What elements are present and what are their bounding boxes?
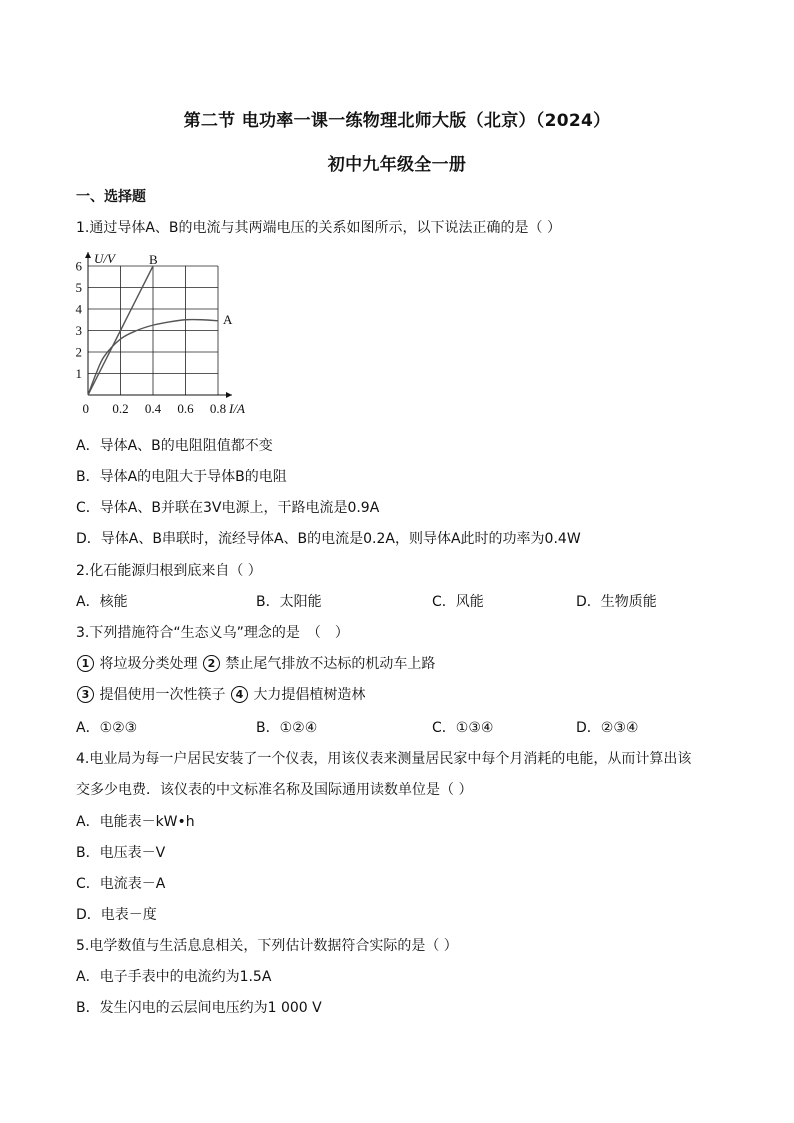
question-1-option-a: A．导体A、B的电阻阻值都不变 [76,438,273,454]
question-3-item-2: 禁止尾气排放不达标的机动车上路 [225,656,436,672]
x-tick-label: 0.6 [177,401,194,416]
circled-number-4: 4 [231,686,248,703]
question-1-stem: 1.通过导体A、B的电流与其两端电压的关系如图所示，以下说法正确的是（ ） [76,220,561,236]
question-3-option-c: C．①③④ [432,720,494,736]
question-2-option-a: A．核能 [76,594,128,610]
question-2-option-d: D．生物质能 [576,594,657,610]
chart-grid [88,266,218,395]
y-axis-arrow [85,252,91,258]
question-3-items-row2 [76,684,365,704]
question-2-stem: 2.化石能源归根到底来自（ ） [76,563,262,579]
x-tick-label: 0.8 [209,401,227,416]
question-1-option-c: C．导体A、B并联在3V电源上，干路电流是0.9A [76,500,380,516]
y-tick-label: 3 [75,323,82,338]
x-tick-label: 0 [82,401,89,416]
question-4-option-b: B．电压表－V [76,845,166,861]
x-axis-label: I/A [229,401,245,416]
question-1-option-d: D．导体A、B串联时，流经导体A、B的电流是0.2A，则导体A此时的功率为0.4W [76,531,581,547]
iu-graph [70,250,260,420]
series-label-b: B [149,252,158,267]
question-5-option-a: A．电子手表中的电流约为1.5A [76,969,272,985]
circled-number-1: 1 [77,655,94,672]
question-3-option-a: A．①②③ [76,720,138,736]
question-4-stem-line2: 交多少电费．该仪表的中文标准名称及国际通用读数单位是（ ） [76,782,473,798]
question-4-option-d: D．电表－度 [76,907,157,923]
y-tick-label: 5 [75,280,82,295]
question-2-option-c: C．风能 [432,594,484,610]
question-3-option-d: D．②③④ [576,720,639,736]
question-5-stem: 5.电学数值与生活息息相关，下列估计数据符合实际的是（ ） [76,938,458,954]
x-tick-label: 0.4 [144,401,162,416]
question-3-item-3: 提倡使用一次性筷子 [99,687,226,703]
series-label-a: A [223,311,233,327]
question-3-item-4: 大力提倡植树造林 [253,687,366,703]
question-4-stem-line1: 4.电业局为每一户居民安装了一个仪表，用该仪表来测量居民家中每个月消耗的电能，从而计算出该 [76,751,692,767]
page-subtitle: 初中九年级全一册 [327,155,467,175]
circled-number-2: 2 [203,655,220,672]
question-4-option-c: C．电流表－A [76,876,166,892]
y-tick-label: 1 [75,366,82,381]
y-tick-label: 6 [75,258,82,274]
question-3-item-1: 将垃圾分类处理 [99,656,198,672]
question-2-option-b: B．太阳能 [256,594,322,610]
y-tick-label: 4 [75,301,82,317]
circled-number-3: 3 [77,686,94,703]
chart-axes [85,252,232,398]
page-title: 第二节 电功率一课一练物理北师大版（北京）（2024） [183,111,611,131]
y-tick-label: 2 [75,344,82,360]
question-3-items-row1 [76,653,435,673]
question-3-stem: 3.下列措施符合“生态义乌”理念的是 （ ） [76,625,349,641]
question-4-option-a: A．电能表－kW•h [76,814,195,830]
x-tick-label: 0.2 [112,401,129,416]
question-1-option-b: B．导体A的电阻大于导体B的电阻 [76,469,287,485]
question-3-option-b: B．①②④ [256,720,318,736]
x-axis-arrow [226,392,232,398]
section-heading: 一、选择题 [76,189,146,205]
question-5-option-b: B．发生闪电的云层间电压约为1 000 V [76,1000,322,1016]
y-axis-label: U/V [94,251,115,266]
